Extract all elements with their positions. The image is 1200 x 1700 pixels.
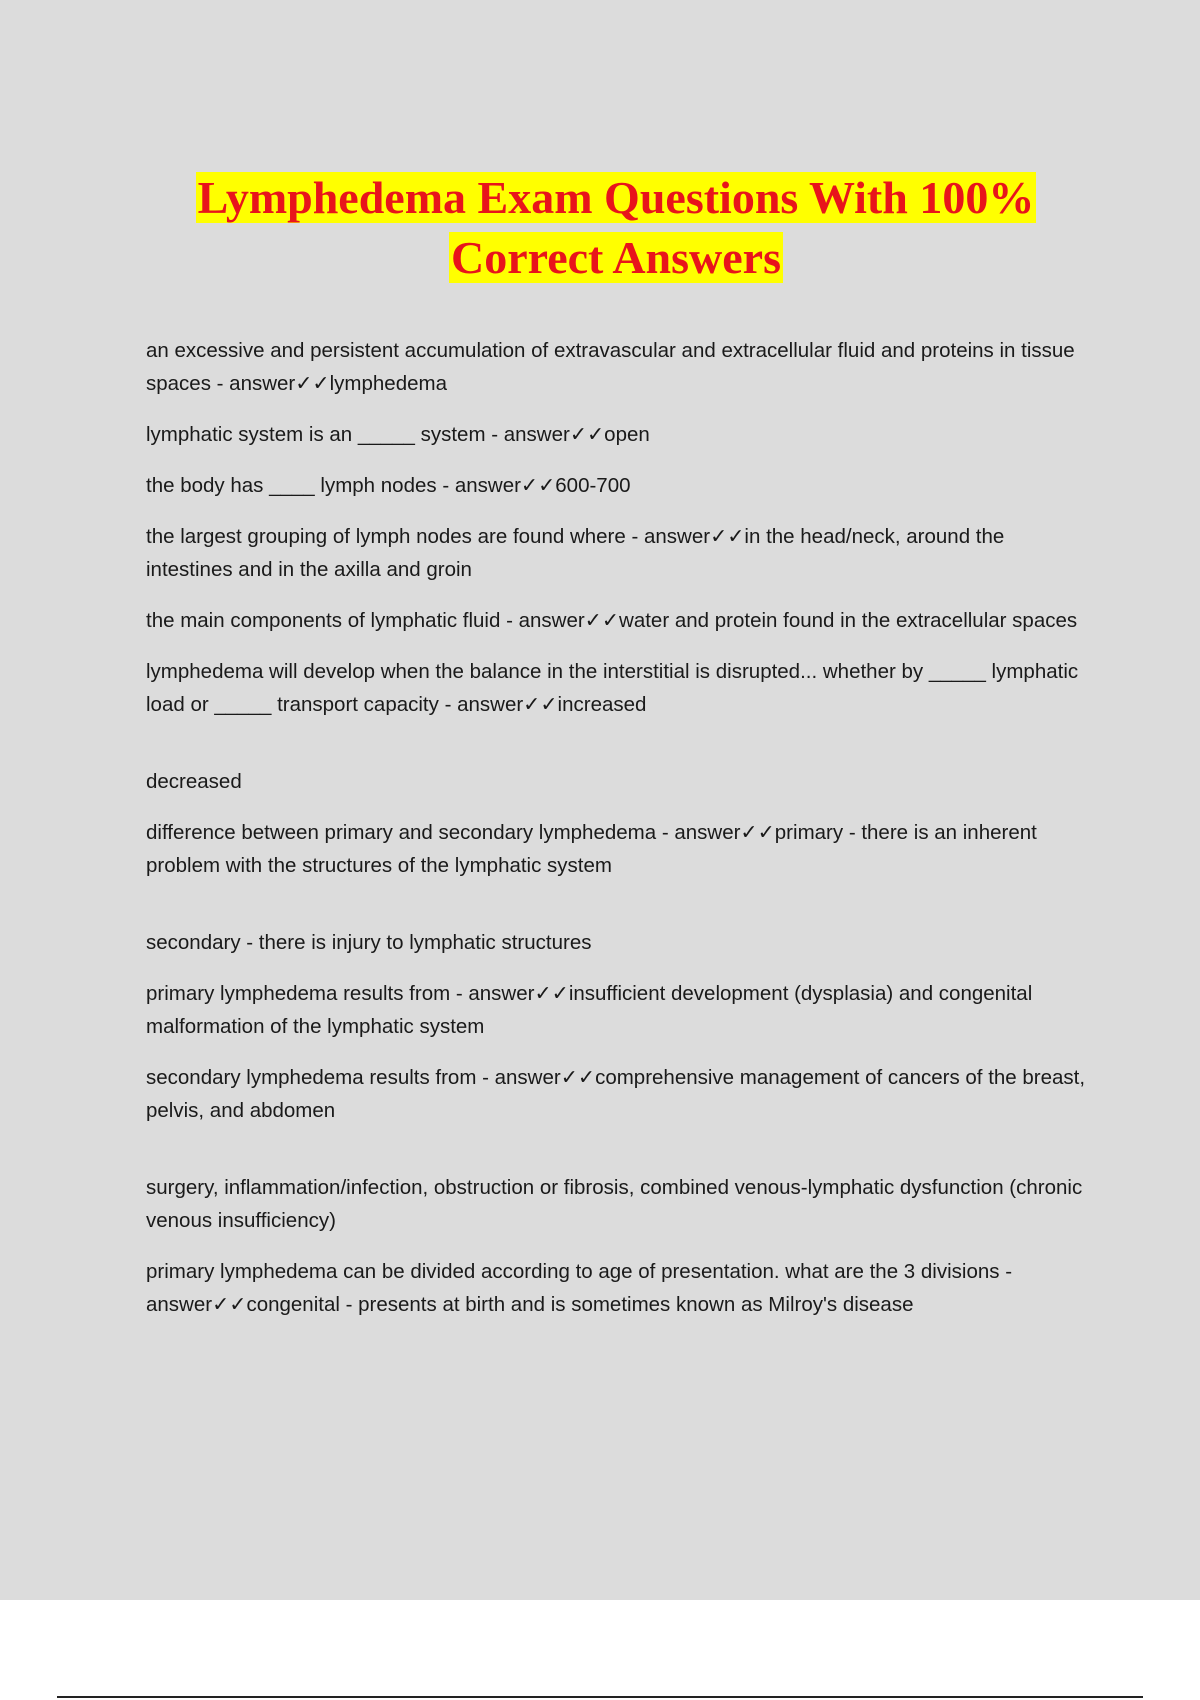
question-paragraph: the largest grouping of lymph nodes are found where - answer✓✓in the head/neck, around the intestines and in the axilla and groin — [146, 525, 1011, 581]
answer-continuation: decreased — [146, 770, 242, 793]
question-paragraph: an excessive and persistent accumulation of extravascular and extracellular fluid and proteins in tissue spaces - answer✓✓lymphedema — [146, 339, 1081, 395]
question-paragraph: lymphedema will develop when the balance in the interstitial is disrupted... whether by _____ lymphatic load or _____ transport capacity - answer✓✓increased — [146, 660, 1084, 716]
question-paragraph: primary lymphedema can be divided according to age of presentation. what are the 3 divisions - answer✓✓congenital - presents at birth and is sometimes known as Milroy's disease — [146, 1260, 1018, 1316]
answer-continuation: surgery, inflammation/infection, obstruction or fibrosis, combined venous-lymphatic dysfunction (chronic venous insufficiency) — [146, 1176, 1088, 1232]
question-paragraph: primary lymphedema results from - answer✓✓insufficient development (dysplasia) and congenital malformation of the lymphatic system — [146, 982, 1038, 1038]
page-title — [100, 168, 1132, 288]
title-line-2-text: Correct Answers — [451, 232, 781, 283]
title-line-1-text: Lymphedema Exam Questions With 100% — [197, 172, 1035, 223]
question-paragraph: the body has ____ lymph nodes - answer✓✓600-700 — [146, 474, 631, 497]
question-paragraph: difference between primary and secondary lymphedema - answer✓✓primary - there is an inherent problem with the structures of the lymphatic system — [146, 821, 1043, 877]
question-paragraph: secondary lymphedema results from - answer✓✓comprehensive management of cancers of the breast, pelvis, and abdomen — [146, 1066, 1091, 1122]
title-line-1 — [100, 168, 1132, 228]
footer-divider — [57, 1696, 1143, 1698]
title-line-2 — [100, 228, 1132, 288]
question-paragraph: lymphatic system is an _____ system - answer✓✓open — [146, 423, 650, 446]
answer-continuation: secondary - there is injury to lymphatic structures — [146, 931, 592, 954]
question-paragraph: the main components of lymphatic fluid - answer✓✓water and protein found in the extracellular spaces — [146, 609, 1078, 632]
question-list — [146, 334, 1096, 1339]
